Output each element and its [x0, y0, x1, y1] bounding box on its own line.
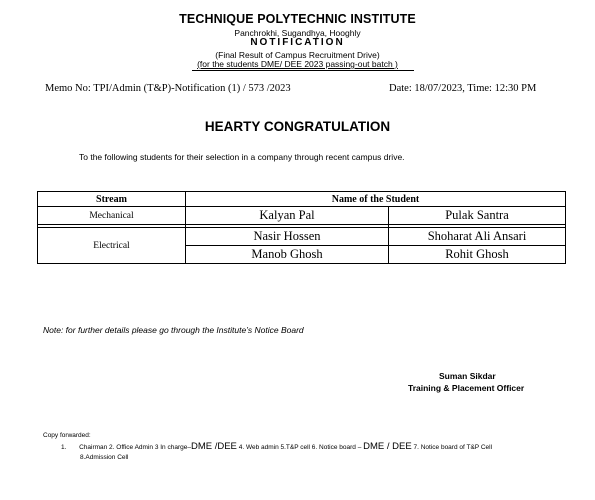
table-header-row	[38, 192, 566, 207]
batch-line	[0, 59, 595, 69]
student-name-header: Name of the Student	[186, 192, 566, 207]
intro-text: To the following students for their selection in a company through recent campus drive.	[79, 152, 405, 162]
student-name: Shoharat Ali Ansari	[389, 228, 566, 246]
notification-title: NOTIFICATION	[250, 37, 345, 48]
notice-board-note: Note: for further details please go through the Institute’s Notice Board	[43, 325, 304, 335]
signatory-designation: Training & Placement Officer	[408, 383, 525, 393]
stream-cell: Mechanical	[38, 207, 186, 225]
copy-dept-2: DME / DEE	[363, 441, 412, 452]
congratulation-heading: HEARTY CONGRATULATION	[204, 119, 391, 134]
signatory-name: Suman Sikdar	[439, 371, 496, 381]
copy-forwarded-line2: 8.Admission Cell	[80, 454, 129, 461]
notification-subtitle: (Final Result of Campus Recruitment Drive)	[215, 50, 380, 60]
copy-recipients-part1: Chairman 2. Office Admin 3 In charge–	[79, 444, 191, 451]
stream-header: Stream	[38, 192, 186, 207]
copy-recipients-part2: 4. Web admin 5.T&P cell 6. Notice board –	[236, 444, 364, 451]
institute-name: TECHNIQUE POLYTECHNIC INSTITUTE	[179, 12, 416, 26]
student-name: Kalyan Pal	[186, 207, 389, 225]
memo-date-time: Date: 18/07/2023, Time: 12:30 PM	[389, 83, 537, 94]
student-name: Manob Ghosh	[186, 246, 389, 264]
copy-recipients-part3: 7. Notice board of T&P Cell	[411, 444, 493, 451]
batch-text: (for the students DME/ DEE 2023 passing-out batch )	[197, 59, 398, 69]
copy-dept-1: DME /DEE	[190, 441, 237, 452]
copy-number: 1.	[61, 444, 67, 451]
results-table	[37, 191, 566, 264]
header-rule	[192, 70, 414, 71]
institute-address: Panchrokhi, Sugandhya, Hooghly	[234, 28, 361, 38]
copy-forwarded-list	[61, 441, 492, 452]
student-name: Nasir Hossen	[186, 228, 389, 246]
memo-number: Memo No: TPI/Admin (T&P)-Notification (1) / 573 /2023	[45, 83, 291, 94]
stream-cell: Electrical	[38, 228, 186, 264]
table-row	[38, 207, 566, 225]
student-name: Rohit Ghosh	[389, 246, 566, 264]
table-row	[38, 228, 566, 246]
student-name: Pulak Santra	[389, 207, 566, 225]
copy-forwarded-label: Copy forwarded:	[43, 432, 91, 439]
